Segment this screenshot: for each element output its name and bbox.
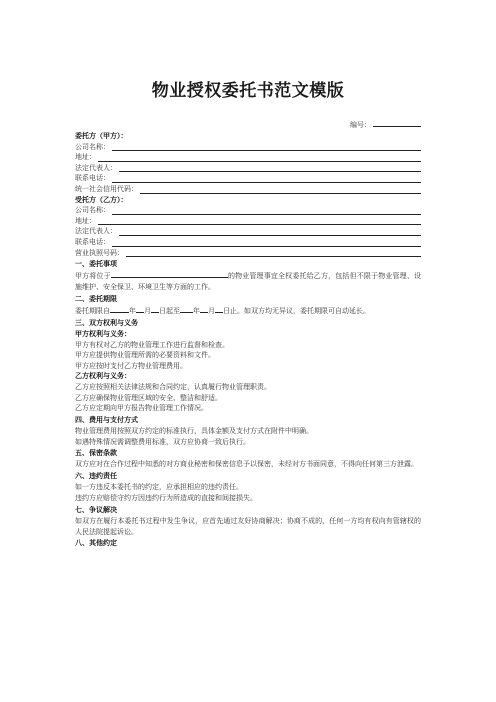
section-heading-6: 六、违约责任 — [75, 472, 117, 481]
field-label: 地址： — [75, 153, 96, 162]
party-a-rights-heading: 甲方权利与义务： — [75, 330, 131, 339]
list-item: 违约方应赔偿守约方因违约行为所造成的直接和间接损失。 — [75, 493, 257, 502]
party-b-heading: 受托方（乙方）： — [75, 195, 128, 204]
field-label: 联系电话： — [75, 237, 110, 246]
field-label: 法定代表人： — [75, 227, 117, 236]
fill-line[interactable] — [112, 174, 421, 183]
document-number-label: 编号： — [350, 121, 371, 129]
text-span: 甲方将位于 — [75, 272, 111, 281]
fill-line[interactable] — [126, 248, 421, 257]
section-heading-5: 五、保密条款 — [75, 449, 117, 458]
field-label: 公司名称： — [75, 206, 110, 215]
fill-line[interactable] — [119, 227, 421, 236]
start-day-blank[interactable] — [151, 305, 159, 313]
list-item: 乙方应定期向甲方报告物业管理工作情况。 — [75, 404, 208, 413]
fill-line[interactable] — [98, 153, 421, 162]
section-heading-7: 七、争议解决 — [75, 505, 117, 514]
text-span: 月 — [208, 307, 215, 316]
section-heading-4: 四、费用与支付方式 — [75, 415, 138, 424]
text-span: 日起至 — [159, 307, 180, 316]
field-label: 统一社会信用代码： — [75, 184, 138, 193]
end-year-blank[interactable] — [180, 305, 193, 313]
document-number-blank[interactable] — [373, 119, 421, 127]
section-1-text — [75, 270, 421, 293]
section-heading-8: 八、其他约定 — [75, 539, 117, 548]
fill-line[interactable] — [140, 185, 421, 194]
party-b-rights-heading: 乙方权利与义务： — [75, 372, 131, 381]
section-heading-3: 三、双方权利与义务 — [75, 318, 138, 327]
document-title: 物业授权委托书范文模版 — [151, 81, 345, 101]
start-month-blank[interactable] — [136, 305, 144, 313]
text-span: 日止。如双方均无异议，委托期限可自动延长。 — [223, 307, 370, 316]
fill-line[interactable] — [119, 163, 421, 172]
end-day-blank[interactable] — [215, 305, 223, 313]
section-heading-2: 二、委托期限 — [75, 294, 117, 303]
fill-line[interactable] — [112, 238, 421, 247]
party-a-credit-code-field[interactable] — [75, 184, 421, 195]
section-heading-1: 一、委托事项 — [75, 260, 117, 269]
field-label: 营业执照号码： — [75, 248, 124, 257]
party-b-company-field[interactable] — [75, 205, 421, 216]
section-5-text: 双方应对在合作过程中知悉的对方商业秘密和保密信息予以保密，未经对方书面同意，不得向任何第三方泄露。 — [75, 460, 418, 469]
field-label: 公司名称： — [75, 142, 110, 151]
list-item: 甲方应按时支付乙方物业管理费用。 — [75, 361, 187, 370]
list-item: 如遇特殊情况需调整费用标准，双方应协商一致后执行。 — [75, 437, 250, 446]
end-month-blank[interactable] — [200, 305, 208, 313]
text-span: 年 — [193, 307, 200, 316]
document-body — [75, 131, 421, 550]
section-7-text: 如双方在履行本委托书过程中发生争议，应首先通过友好协商解决；协商不成的，任何一方均有权向有管辖权的人民法院提起诉讼。 — [75, 516, 421, 536]
document-number — [350, 119, 421, 130]
party-a-representative-field[interactable] — [75, 163, 421, 174]
fill-line[interactable] — [112, 206, 421, 215]
property-location-blank[interactable] — [111, 270, 228, 278]
section-2-text — [75, 305, 421, 317]
party-a-address-field[interactable] — [75, 152, 421, 163]
list-item: 如一方违反本委托书的约定，应承担相应的违约责任。 — [75, 483, 243, 492]
field-label: 联系电话： — [75, 174, 110, 183]
text-span: 的物业管理事宜全权委托给乙方，包括但不限于物业管理、设施维护、安全保卫、环境卫生等方面的工作。 — [75, 272, 421, 292]
party-a-heading: 委托方（甲方）： — [75, 132, 128, 140]
party-b-representative-field[interactable] — [75, 226, 421, 237]
start-year-blank[interactable] — [110, 305, 129, 313]
party-b-license-field[interactable] — [75, 248, 421, 259]
text-span: 年 — [129, 307, 136, 316]
party-b-phone-field[interactable] — [75, 237, 421, 248]
party-b-address-field[interactable] — [75, 216, 421, 227]
field-label: 法定代表人： — [75, 163, 117, 172]
list-item: 乙方应确保物业管理区域的安全、整洁和舒适。 — [75, 393, 222, 402]
party-a-company-field[interactable] — [75, 142, 421, 153]
text-span: 月 — [144, 307, 151, 316]
field-label: 地址： — [75, 216, 96, 225]
party-a-phone-field[interactable] — [75, 173, 421, 184]
list-item: 物业管理费用按照双方约定的标准执行，具体金额及支付方式在附件中明确。 — [75, 427, 313, 436]
fill-line[interactable] — [112, 142, 421, 151]
list-item: 乙方应按照相关法律法规和合同约定，认真履行物业管理职责。 — [75, 383, 271, 392]
list-item: 甲方应提供物业管理所需的必要资料和文件。 — [75, 351, 215, 360]
fill-line[interactable] — [98, 216, 421, 225]
text-span: 委托期限自 — [75, 307, 110, 316]
list-item: 甲方有权对乙方的物业管理工作进行监督和检查。 — [75, 340, 229, 349]
